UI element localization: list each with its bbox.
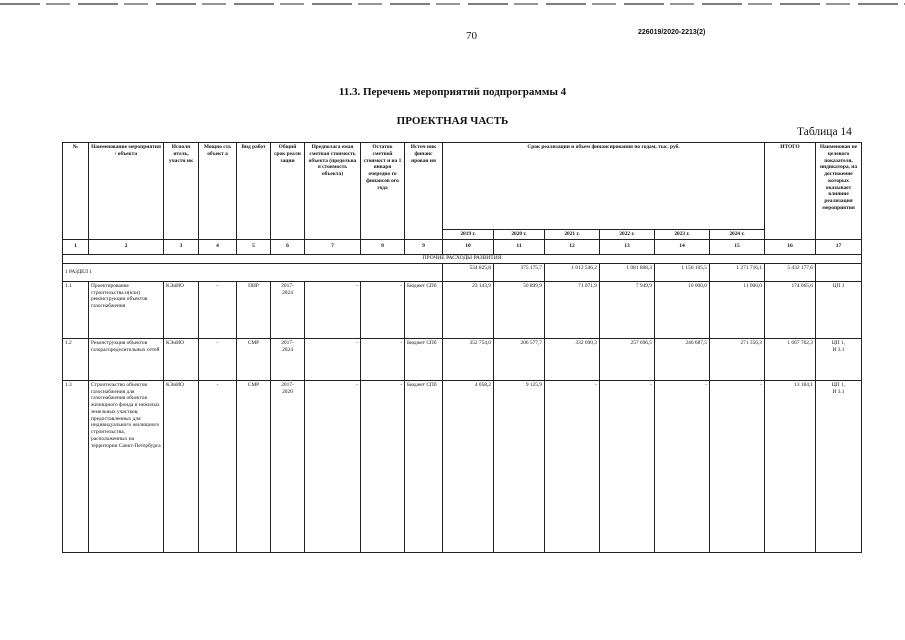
row-value: 271 356,3	[710, 338, 765, 380]
column-number: 17	[816, 239, 862, 254]
row-term: 2017- 2024	[271, 281, 305, 338]
row-value: 332 690,3	[545, 338, 600, 380]
column-number: 15	[710, 239, 765, 254]
razdel-value: 1 271 716,1	[710, 263, 765, 281]
section-subtitle: ПРОЕКТНАЯ ЧАСТЬ	[396, 115, 509, 127]
row-executor: КЭиИО	[164, 281, 199, 338]
row-value: 257 696,5	[600, 338, 655, 380]
row-num: 1.1	[63, 281, 89, 338]
row-remain: -	[361, 281, 405, 338]
table-row	[63, 380, 862, 552]
row-value: 206 577,7	[494, 338, 545, 380]
row-value: 9 125,9	[494, 380, 545, 552]
header-remain: Остаток сметной стоимост и на 1 января очередно го финансов ого года	[361, 143, 405, 240]
row-capacity: -	[199, 380, 237, 552]
row-remain: -	[361, 338, 405, 380]
table-row	[63, 338, 862, 380]
column-number: 8	[361, 239, 405, 254]
row-indicator: ЦП 1	[816, 281, 862, 338]
row-value: -	[545, 380, 600, 552]
header-year: 2020 г.	[494, 230, 545, 240]
column-number: 9	[405, 239, 443, 254]
header-work-type: Вид работ	[237, 143, 271, 240]
row-total: 1 667 762,3	[765, 338, 816, 380]
row-value: -	[600, 380, 655, 552]
razdel-label: 1 РАЗДЕЛ 1	[63, 263, 443, 281]
row-value: 246 687,5	[655, 338, 710, 380]
column-number: 16	[765, 239, 816, 254]
row-value: -	[710, 380, 765, 552]
header-years-group: Срок реализации и объем финансирования по годам, тыс. руб.	[443, 143, 765, 230]
row-work-type: ПИР	[237, 281, 271, 338]
row-value: -	[655, 380, 710, 552]
column-number: 3	[164, 239, 199, 254]
row-term: 2017- 2020	[271, 380, 305, 552]
row-value: 23 143,9	[443, 281, 494, 338]
header-capacity: Мощно сть объект а	[199, 143, 237, 240]
row-value: 4 058,2	[443, 380, 494, 552]
column-number: 7	[305, 239, 361, 254]
row-num: 1.3	[63, 380, 89, 552]
header-year: 2022 г.	[600, 230, 655, 240]
header-est-cost: Предполага емая сметная стоимость объекта (предельна я стоимость объекта)	[305, 143, 361, 240]
razdel-value: 1 081 808,3	[600, 263, 655, 281]
column-number: 11	[494, 239, 545, 254]
scan-artifact-line	[0, 3, 905, 5]
row-capacity: -	[199, 338, 237, 380]
row-source: Бюджет СПб	[405, 338, 443, 380]
page-number: 70	[466, 30, 477, 42]
column-number: 2	[89, 239, 164, 254]
header-year: 2023 г.	[655, 230, 710, 240]
row-capacity: -	[199, 281, 237, 338]
row-value: 352 754,0	[443, 338, 494, 380]
razdel-value: 534 825,8	[443, 263, 494, 281]
row-value: 7 949,9	[600, 281, 655, 338]
row-value: 50 899,9	[494, 281, 545, 338]
table-label: Таблица 14	[797, 126, 852, 138]
razdel-value: 1 012 546,2	[545, 263, 600, 281]
row-executor: КЭиИО	[164, 338, 199, 380]
row-value: 10 000,0	[655, 281, 710, 338]
column-number: 6	[271, 239, 305, 254]
razdel-total: 5 432 177,6	[765, 263, 816, 281]
column-number: 10	[443, 239, 494, 254]
header-year: 2019 г.	[443, 230, 494, 240]
table-row	[63, 281, 862, 338]
header-year: 2021 г.	[545, 230, 600, 240]
column-number: 5	[237, 239, 271, 254]
row-indicator: ЦП 1, И 3.1	[816, 380, 862, 552]
razdel-indicator	[816, 263, 862, 281]
section-title: 11.3. Перечень мероприятий подпрограммы 4	[338, 86, 567, 98]
row-name: Строительство объектов газоснабжения для газоснабжения объектов жилищного фонда и нежилых земельных участков, предоставленных для индивидуального жилищного строительства, расположенных на территории Санкт-Петербурга	[89, 380, 164, 552]
header-total: ИТОГО	[765, 143, 816, 240]
row-name: Реконструкция объектов газораспределительных сетей	[89, 338, 164, 380]
header-year: 2024 г.	[710, 230, 765, 240]
row-est-cost: -	[305, 281, 361, 338]
header-term: Общий срок реали зации	[271, 143, 305, 240]
row-num: 1.2	[63, 338, 89, 380]
header-indicator: Наименован ие целевого показателя, индикатора, на достижение которых оказывает влияние реализация мероприятия	[816, 143, 862, 240]
row-name: Проектирование строительства и(или) реконструкции объектов газоснабжения	[89, 281, 164, 338]
row-source: Бюджет СПб	[405, 380, 443, 552]
header-executor: Исполн итель, участн ик	[164, 143, 199, 240]
header-source: Источ ник финанс ирован ия	[405, 143, 443, 240]
row-indicator: ЦП 1, И 3.1	[816, 338, 862, 380]
section-row: ПРОЧИЕ РАСХОДЫ РАЗВИТИЯ	[63, 254, 862, 263]
row-work-type: СМР	[237, 380, 271, 552]
row-source: Бюджет СПб	[405, 281, 443, 338]
razdel-value: 375 175,7	[494, 263, 545, 281]
row-total: 174 065,6	[765, 281, 816, 338]
row-value: 71 071,9	[545, 281, 600, 338]
row-executor: КЭиИО	[164, 380, 199, 552]
row-total: 13 184,1	[765, 380, 816, 552]
row-est-cost: -	[305, 380, 361, 552]
header-name: Наименование мероприятия / объекта	[89, 143, 164, 240]
row-remain: -	[361, 380, 405, 552]
razdel-value: 1 156 105,5	[655, 263, 710, 281]
column-number: 13	[600, 239, 655, 254]
row-value: 11 000,0	[710, 281, 765, 338]
column-number: 4	[199, 239, 237, 254]
document-id: 226019/2020-2213(2)	[638, 29, 706, 36]
row-term: 2017- 2024	[271, 338, 305, 380]
column-number: 12	[545, 239, 600, 254]
column-number: 14	[655, 239, 710, 254]
row-work-type: СМР	[237, 338, 271, 380]
measures-table	[62, 142, 862, 553]
row-est-cost: -	[305, 338, 361, 380]
column-number: 1	[63, 239, 89, 254]
header-num: №	[63, 143, 89, 240]
